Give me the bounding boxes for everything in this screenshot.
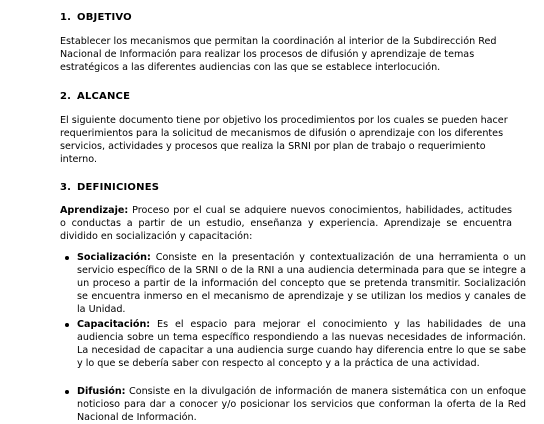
bullet-icon: [65, 323, 69, 327]
section-body-objetivo: Establecer los mecanismos que permitan la coordinación al interior de la Subdirección Red Nacional de Información para realizar los procesos de difusión y aprendizaje de temas estratégicos a las diferentes audiencias con las que se establece interlocución.: [60, 36, 497, 73]
definition-text: [77, 251, 526, 316]
section-heading-objetivo: [60, 12, 132, 23]
section-number: 3.: [60, 182, 72, 193]
section-title: OBJETIVO: [77, 12, 132, 23]
section-body-alcance: El siguiente documento tiene por objetivo los procedimientos por los cuales se pueden hacer requerimientos para la solicitud de mecanismos de difusión o aprendizaje con los diferentes servicios, actividades y procesos que realiza la SRNI por plan de trabajo o requerimiento interno.: [60, 115, 508, 165]
section-number: 1.: [60, 12, 72, 23]
definition-text: [77, 385, 526, 424]
definition-text: [77, 318, 526, 370]
section-heading-definiciones: [60, 182, 159, 193]
definition-body: Consiste en la divulgación de información de manera sistemática con un enfoque noticioso para dar a conocer y/o posicionar los servicios que conforman la oferta de la Red Nacional de Información.: [77, 386, 526, 423]
definition-term: Aprendizaje:: [60, 205, 129, 216]
bullet-icon: [65, 256, 69, 260]
definition-term: Capacitación:: [77, 319, 151, 330]
section-heading-alcance: [60, 91, 130, 102]
definition-body: Es el espacio para mejorar el conocimiento y las habilidades de una audiencia sobre un tema específico respondiendo a las nuevas necesidades de información. La necesidad de capacitar a una audiencia surge cuando hay diferencia entre lo que se sabe y lo que se debería saber con respecto al concepto y a la práctica de una actividad.: [77, 319, 526, 369]
definition-body: Proceso por el cual se adquiere nuevos conocimientos, habilidades, actitudes o conductas a partir de un estudio, enseñanza y experiencia. Aprendizaje se encuentra dividido en socialización y capacitación:: [60, 205, 512, 242]
section-title: DEFINICIONES: [77, 182, 160, 193]
definition-term: Socialización:: [77, 252, 151, 263]
section-title: ALCANCE: [77, 91, 131, 102]
definition-body: Consiste en la presentación y contextualización de una herramienta o un servicio específico de la SRNI o de la RNI a una audiencia determinada para que se integre a un proceso a partir de la información del concepto que se pretenda transmitir. Socialización se encuentra inmerso en el mecanismo de aprendizaje y se utilizan los medios y canales de la Unidad.: [77, 252, 526, 315]
section-number: 2.: [60, 91, 72, 102]
definition-intro-aprendizaje: [60, 204, 512, 243]
bullet-icon: [65, 390, 69, 394]
definition-term: Difusión:: [77, 386, 126, 397]
